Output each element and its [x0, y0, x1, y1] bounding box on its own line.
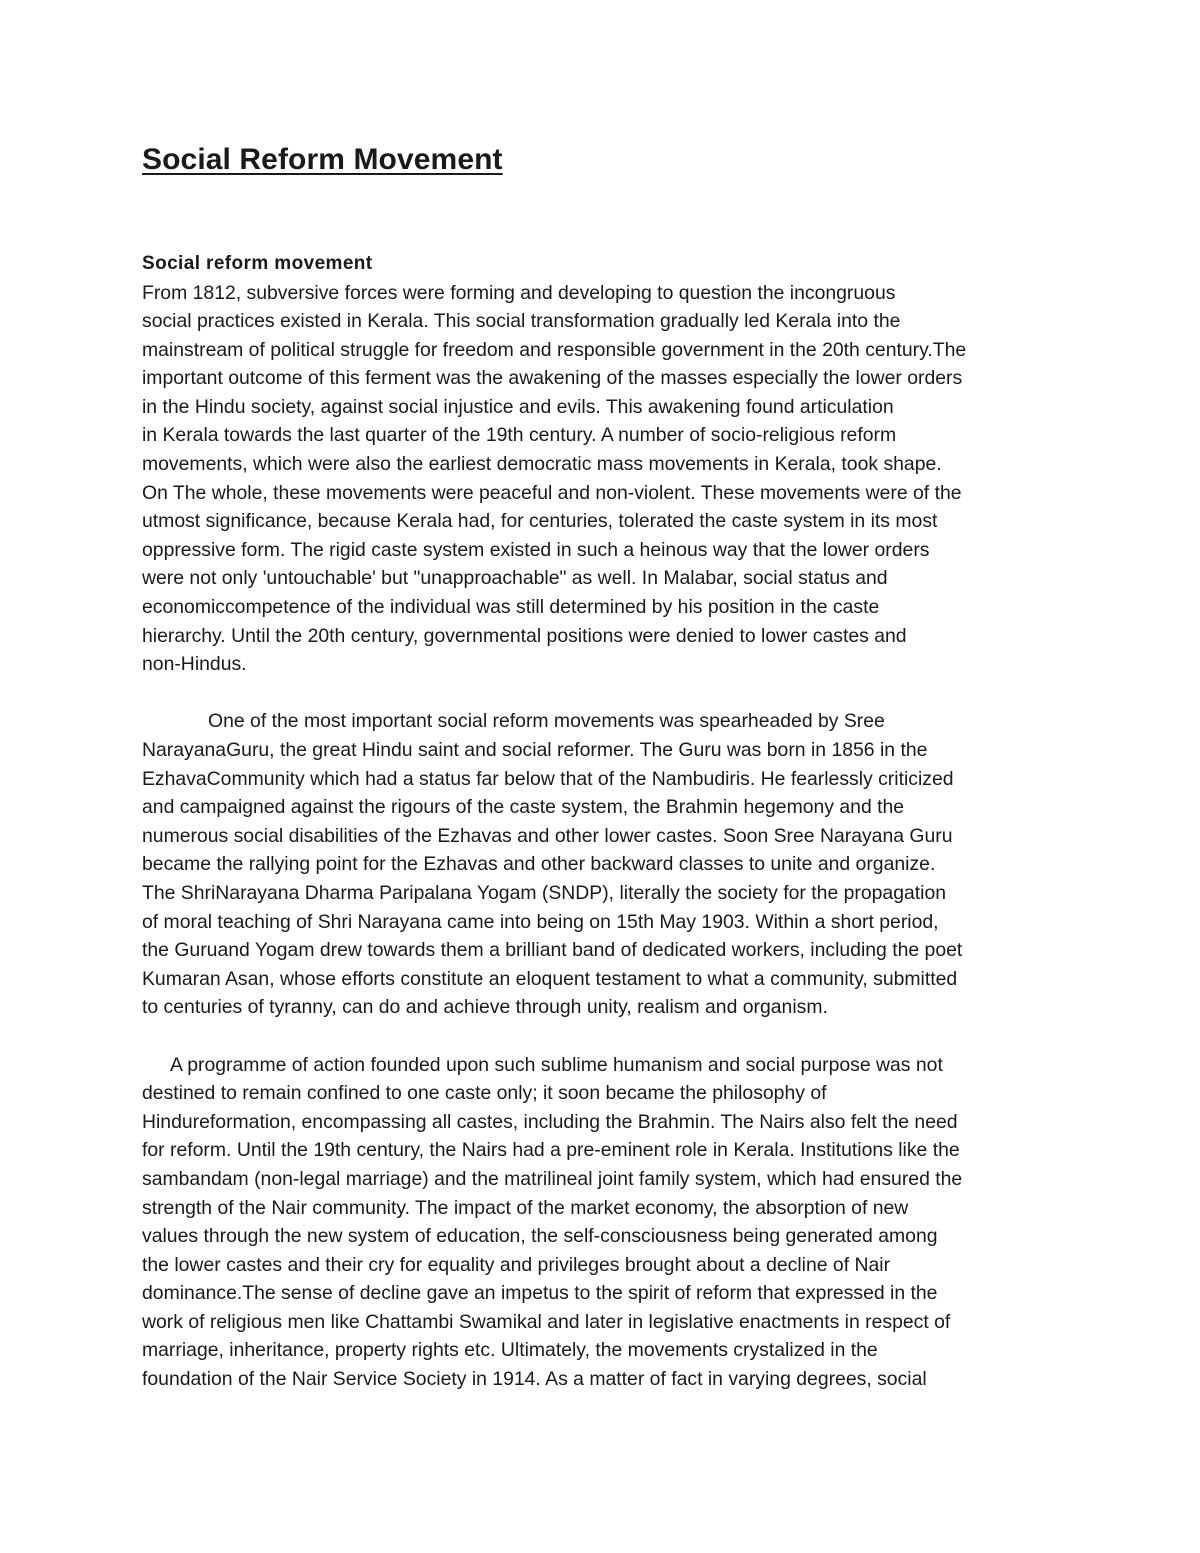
- text-line: hierarchy. Until the 20th century, governmental positions were denied to lower castes and: [142, 624, 907, 647]
- text-line: the lower castes and their cry for equality and privileges brought about a decline of Nair: [142, 1253, 891, 1276]
- text-line: and campaigned against the rigours of the caste system, the Brahmin hegemony and the: [142, 796, 905, 819]
- text-line: utmost significance, because Kerala had, for centuries, tolerated the caste system in its most: [142, 510, 938, 533]
- text-line: numerous social disabilities of the Ezhavas and other lower castes. Soon Sree Narayana Guru: [142, 824, 953, 847]
- document-title: Social Reform Movement: [142, 143, 503, 176]
- paragraph-gap: [142, 1022, 1062, 1051]
- paragraph: [142, 1051, 1062, 1394]
- text-line: From 1812, subversive forces were forming and developing to question the incongruous: [142, 281, 896, 304]
- text-line: social practices existed in Kerala. This social transformation gradually led Kerala into the: [142, 310, 901, 333]
- paragraph: [142, 279, 1062, 679]
- paragraph: [142, 707, 1062, 1022]
- text-line: One of the most important social reform movements was spearheaded by Sree: [208, 710, 885, 733]
- text-line: marriage, inheritance, property rights etc. Ultimately, the movements crystalized in the: [142, 1339, 878, 1362]
- text-line: sambandam (non-legal marriage) and the matrilineal joint family system, which had ensured the: [142, 1167, 963, 1190]
- text-line: in Kerala towards the last quarter of the 19th century. A number of socio-religious reform: [142, 424, 897, 447]
- text-line: A programme of action founded upon such sublime humanism and social purpose was not: [170, 1053, 943, 1076]
- document-body: [142, 279, 1062, 1394]
- text-line: strength of the Nair community. The impact of the market economy, the absorption of new: [142, 1196, 909, 1219]
- text-line: dominance.The sense of decline gave an impetus to the spirit of reform that expressed in the: [142, 1282, 938, 1305]
- text-line: important outcome of this ferment was the awakening of the masses especially the lower orders: [142, 367, 963, 390]
- text-line: the Guruand Yogam drew towards them a brilliant band of dedicated workers, including the poet: [142, 939, 963, 962]
- text-line: Hindureformation, encompassing all castes, including the Brahmin. The Nairs also felt the need: [142, 1110, 958, 1133]
- text-line: Kumaran Asan, whose efforts constitute an eloquent testament to what a community, submitted: [142, 967, 958, 990]
- text-line: mainstream of political struggle for freedom and responsible government in the 20th century.The: [142, 338, 967, 361]
- text-line: On The whole, these movements were peaceful and non-violent. These movements were of the: [142, 481, 962, 504]
- text-line: for reform. Until the 19th century, the Nairs had a pre-eminent role in Kerala. Institutions like the: [142, 1139, 960, 1162]
- text-line: became the rallying point for the Ezhavas and other backward classes to unite and organize.: [142, 853, 936, 876]
- text-line: The ShriNarayana Dharma Paripalana Yogam (SNDP), literally the society for the propagation: [142, 881, 947, 904]
- text-line: EzhavaCommunity which had a status far below that of the Nambudiris. He fearlessly criticized: [142, 767, 954, 790]
- text-line: movements, which were also the earliest democratic mass movements in Kerala, took shape.: [142, 453, 942, 476]
- text-line: destined to remain confined to one caste only; it soon became the philosophy of: [142, 1082, 827, 1105]
- text-line: non-Hindus.: [142, 653, 247, 676]
- text-line: to centuries of tyranny, can do and achieve through unity, realism and organism.: [142, 996, 828, 1019]
- text-line: work of religious men like Chattambi Swamikal and later in legislative enactments in respect of: [142, 1310, 951, 1333]
- text-line: in the Hindu society, against social injustice and evils. This awakening found articulation: [142, 395, 894, 418]
- text-line: oppressive form. The rigid caste system existed in such a heinous way that the lower orders: [142, 538, 930, 561]
- text-line: economiccompetence of the individual was still determined by his position in the caste: [142, 596, 880, 619]
- document-page: [142, 140, 1062, 1394]
- text-line: were not only 'untouchable' but "unapproachable" as well. In Malabar, social status and: [142, 567, 888, 590]
- section-subheading: Social reform movement: [142, 253, 373, 274]
- text-line: of moral teaching of Shri Narayana came into being on 15th May 1903. Within a short period,: [142, 910, 939, 933]
- text-line: NarayanaGuru, the great Hindu saint and social reformer. The Guru was born in 1856 in the: [142, 739, 928, 761]
- text-line: values through the new system of education, the self-consciousness being generated among: [142, 1225, 938, 1248]
- text-line: foundation of the Nair Service Society in 1914. As a matter of fact in varying degrees, social: [142, 1368, 927, 1391]
- paragraph-gap: [142, 679, 1062, 708]
